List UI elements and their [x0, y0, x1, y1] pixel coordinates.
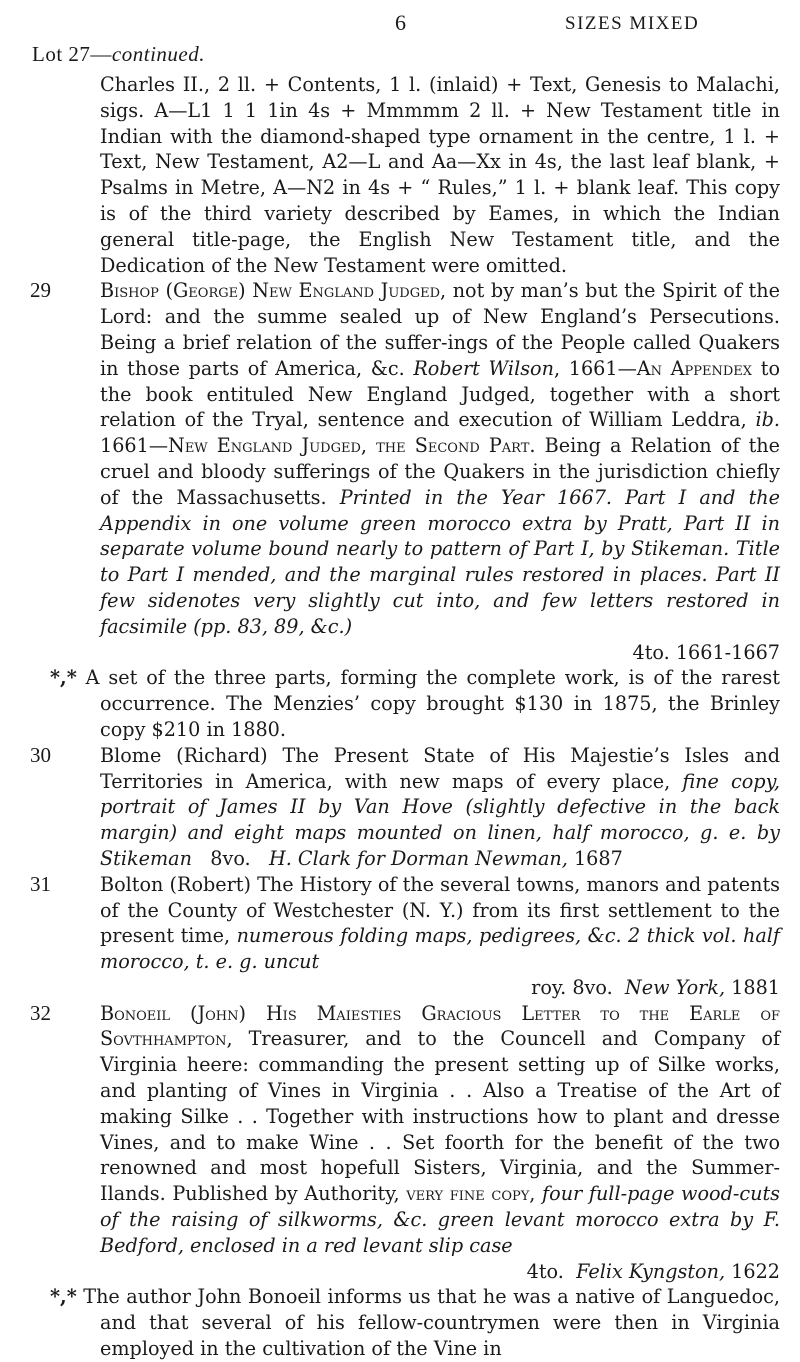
lot-format: 4to.: [526, 1259, 564, 1283]
lot-text: The Present State of His Majestie’s Isles and Territories in America, with new maps of every place,: [100, 743, 780, 793]
lot-note-32: [28, 1284, 780, 1361]
lot-text: not by man’s but the Spirit of the Lord: and the summe sealed up of New England’s Persecutions. Being a brief relation of the suffer-ings of the People called Quakers in those parts of America, &c.: [100, 279, 780, 380]
lot-author: Bishop (George): [100, 279, 246, 303]
lot-text: 1661—: [100, 434, 169, 458]
lot-note-29: [28, 665, 780, 742]
lot-second-title: New England Judged, the Second Part.: [168, 434, 536, 458]
note-text: The author John Bonoeil informs us that he was a native of Languedoc, and that several of his fellow-countrymen were then in Virginia employed in the cultivation of the Vine in: [83, 1285, 780, 1361]
lot-entry-30: [28, 743, 780, 872]
lot-description: [100, 872, 780, 975]
lot-author: Blome (Richard): [100, 743, 268, 767]
lot-author: Bolton (Robert): [100, 872, 252, 896]
lot-author: Bonoeil (John): [100, 1001, 247, 1025]
lot-text: to the book entituled New England Judged, together with a short relation of the Tryal, sentence and execution of William Leddra,: [100, 356, 780, 432]
lot-condition: four full-page wood-cuts of the raising of silkworms, &c. green levant morocco extra by F. Bedford, enclosed in a red levant slip case: [100, 1182, 781, 1257]
lot-text: The History of the several towns, manors and patents of the County of Westchester (N. Y.) from its first settlement to the present time,: [100, 872, 781, 948]
lot-number: 31: [30, 871, 51, 896]
lot-title: New England Judged,: [252, 279, 447, 303]
lot-description: [100, 278, 780, 639]
lot-number: 30: [30, 742, 51, 767]
lot-description: [100, 1001, 780, 1259]
lot-title: His Maiesties Gracious Letter to the Earle of Sovthhampton,: [100, 1001, 780, 1051]
lot-year: 1687: [573, 846, 623, 870]
lot-condition: numerous folding maps, pedigrees, &c. 2 thick vol. half morocco, t. e. g. uncut: [100, 924, 780, 974]
lot-appendix-title: An Appendex: [636, 356, 753, 380]
lot-text: Being a Relation of the cruel and bloody sufferings of the Quakers in the jurisdiction chiefly of the Massachusetts.: [100, 434, 780, 509]
lot-printer: Robert Wilson: [413, 356, 554, 380]
lot-year: 1881: [731, 975, 780, 999]
lot-continued: continued.: [111, 42, 205, 66]
lot-format-date: 4to. 1661-1667: [632, 640, 780, 664]
lot-number: 32: [30, 1000, 51, 1025]
continuation-text: Charles II., 2 ll. + Contents, 1 l. (inlaid) + Text, Genesis to Malachi, sigs. A—L1 1 1 1in 4s + Mmmmm 2 ll. + New Testament title in Indian with the diamond-shaped type ornament in the centre, 1 l. + Text, New Testament, A2—L and Aa—Xx in 4s, the last leaf blank, + Psalms in Metre, A—N2 in 4s + “ Rules,” 1 l. + blank leaf. This copy is of the third variety described by Eames, in which the Indian general title-page, the English New Testament title, and the Dedication of the New Testament were omitted.: [100, 73, 780, 277]
page-header: [0, 6, 800, 46]
lot-imprint: New York,: [624, 975, 726, 999]
lot-format-date: [100, 975, 780, 1001]
lot-format: 8vo.: [210, 846, 251, 870]
note-asterism: *,*: [50, 666, 77, 690]
lot-condition: fine copy, portrait of James II by Van Hove (slightly defective in the back margin) and eight maps mounted on linen, half morocco, g. e. by Stikeman: [100, 769, 780, 870]
lot-text: , 1661—: [553, 356, 637, 380]
lot-year: 1622: [731, 1259, 780, 1283]
lot-number: 29: [30, 278, 51, 303]
lot-label: Lot 27—: [32, 42, 112, 66]
lot-format-date: [100, 1259, 780, 1285]
lot-description: [100, 743, 780, 872]
lot-text: Treasurer, and to the Councell and Company of Virginia heere: commanding the present setting up of Silke works, and planting of Vines in Virginia . . Also a Treatise of the Art of making Silke . . Together with instructions how to plant and dresse Vines, and to make Wine . . Set foorth for the benefit of the two renowned and most hopefull Sisters, Virginia, and the Summer-Ilands. Published by Authority,: [100, 1027, 780, 1206]
note-asterism: *,*: [50, 1285, 77, 1309]
lot-entry-29: [28, 278, 780, 665]
page-number: 6: [395, 10, 406, 35]
lot-imprint: Felix Kyngston,: [576, 1259, 726, 1283]
lot-binding: Printed in the Year 1667. Part I and the Appendix in one volume green morocco extra by Pratt, Part II in separate volume bound nearly to pattern of Part I, by Stikeman. Title to Part I mended, and the marginal rules restored in places. Part II few sidenotes very slightly cut into, and few letters restored in facsimile (pp. 83, 89, &c.): [100, 485, 781, 638]
note-text: A set of the three parts, forming the complete work, is of the rarest occurrence. The Menzies’ copy brought $130 in 1875, the Brinley copy $210 in 1880.: [85, 666, 780, 741]
lot-entry-31: [28, 872, 780, 1001]
lot-entry-32: [28, 1001, 780, 1285]
lot-heading: [32, 42, 205, 67]
lot-copy-note: very fine copy,: [406, 1182, 536, 1206]
running-head: SIZES MIXED: [565, 13, 700, 34]
lot-ibid: ib.: [755, 408, 780, 432]
catalogue-body: [28, 72, 780, 1362]
continuation-entry: [28, 72, 780, 278]
lot-imprint: H. Clark for Dorman Newman,: [268, 846, 568, 870]
lot-format: roy. 8vo.: [531, 975, 613, 999]
